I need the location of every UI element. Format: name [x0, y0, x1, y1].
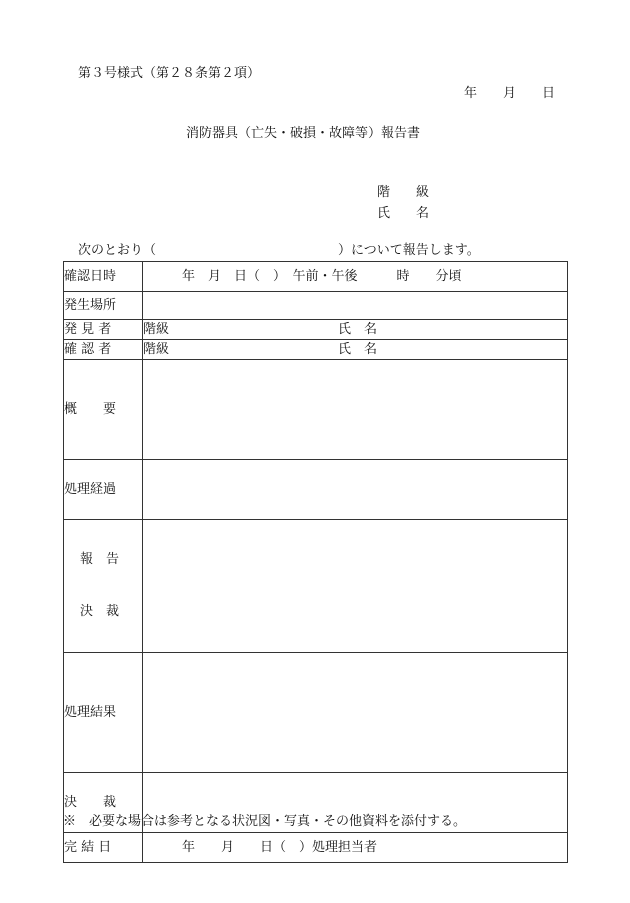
process-history-label: 処理経過 [64, 460, 143, 520]
completion-date-label: 完 結 日 [64, 833, 143, 863]
confirmer-label: 確 認 者 [64, 340, 143, 360]
row-confirmer [64, 340, 568, 360]
report-intro-sentence: 次のとおり（ ）について報告します。 [78, 243, 480, 258]
report-decision-field[interactable] [143, 520, 568, 653]
document-title: 消防器具（亡失・破損・故障等）報告書 [186, 126, 421, 141]
row-completion-date [64, 833, 568, 863]
reporter-name-label: 氏 名 [377, 206, 430, 221]
process-result-field[interactable] [143, 653, 568, 773]
form-number: 第３号様式（第２８条第２項） [78, 66, 261, 81]
row-process-result [64, 653, 568, 773]
row-confirm-datetime [64, 262, 568, 292]
row-location [64, 292, 568, 320]
report-form-table [63, 261, 568, 863]
report-decision-label [64, 520, 143, 653]
report-label: 報 告 [80, 552, 120, 567]
row-discoverer [64, 320, 568, 340]
discoverer-field[interactable]: 階級 氏 名 [143, 320, 568, 340]
row-report-decision [64, 520, 568, 653]
confirmer-field[interactable]: 階級 氏 名 [143, 340, 568, 360]
discoverer-label: 発 見 者 [64, 320, 143, 340]
decision-label: 決 裁 [64, 773, 143, 833]
attachment-footnote: ※ 必要な場合は参考となる状況図・写真・その他資料を添付する。 [63, 814, 467, 829]
confirm-datetime-field[interactable]: 年 月 日（ ） 午前・午後 時 分頃 [143, 262, 568, 292]
process-result-label: 処理結果 [64, 653, 143, 773]
row-process-history [64, 460, 568, 520]
location-label: 発生場所 [64, 292, 143, 320]
overview-field[interactable] [143, 360, 568, 460]
reporter-rank-label: 階 級 [377, 185, 430, 200]
decision-sub-label: 決 裁 [80, 604, 120, 619]
confirm-datetime-label: 確認日時 [64, 262, 143, 292]
process-history-field[interactable] [143, 460, 568, 520]
location-field[interactable] [143, 292, 568, 320]
overview-label: 概 要 [64, 360, 143, 460]
row-overview [64, 360, 568, 460]
report-date: 年 月 日 [464, 86, 556, 101]
completion-date-field[interactable]: 年 月 日（ ）処理担当者 [143, 833, 568, 863]
